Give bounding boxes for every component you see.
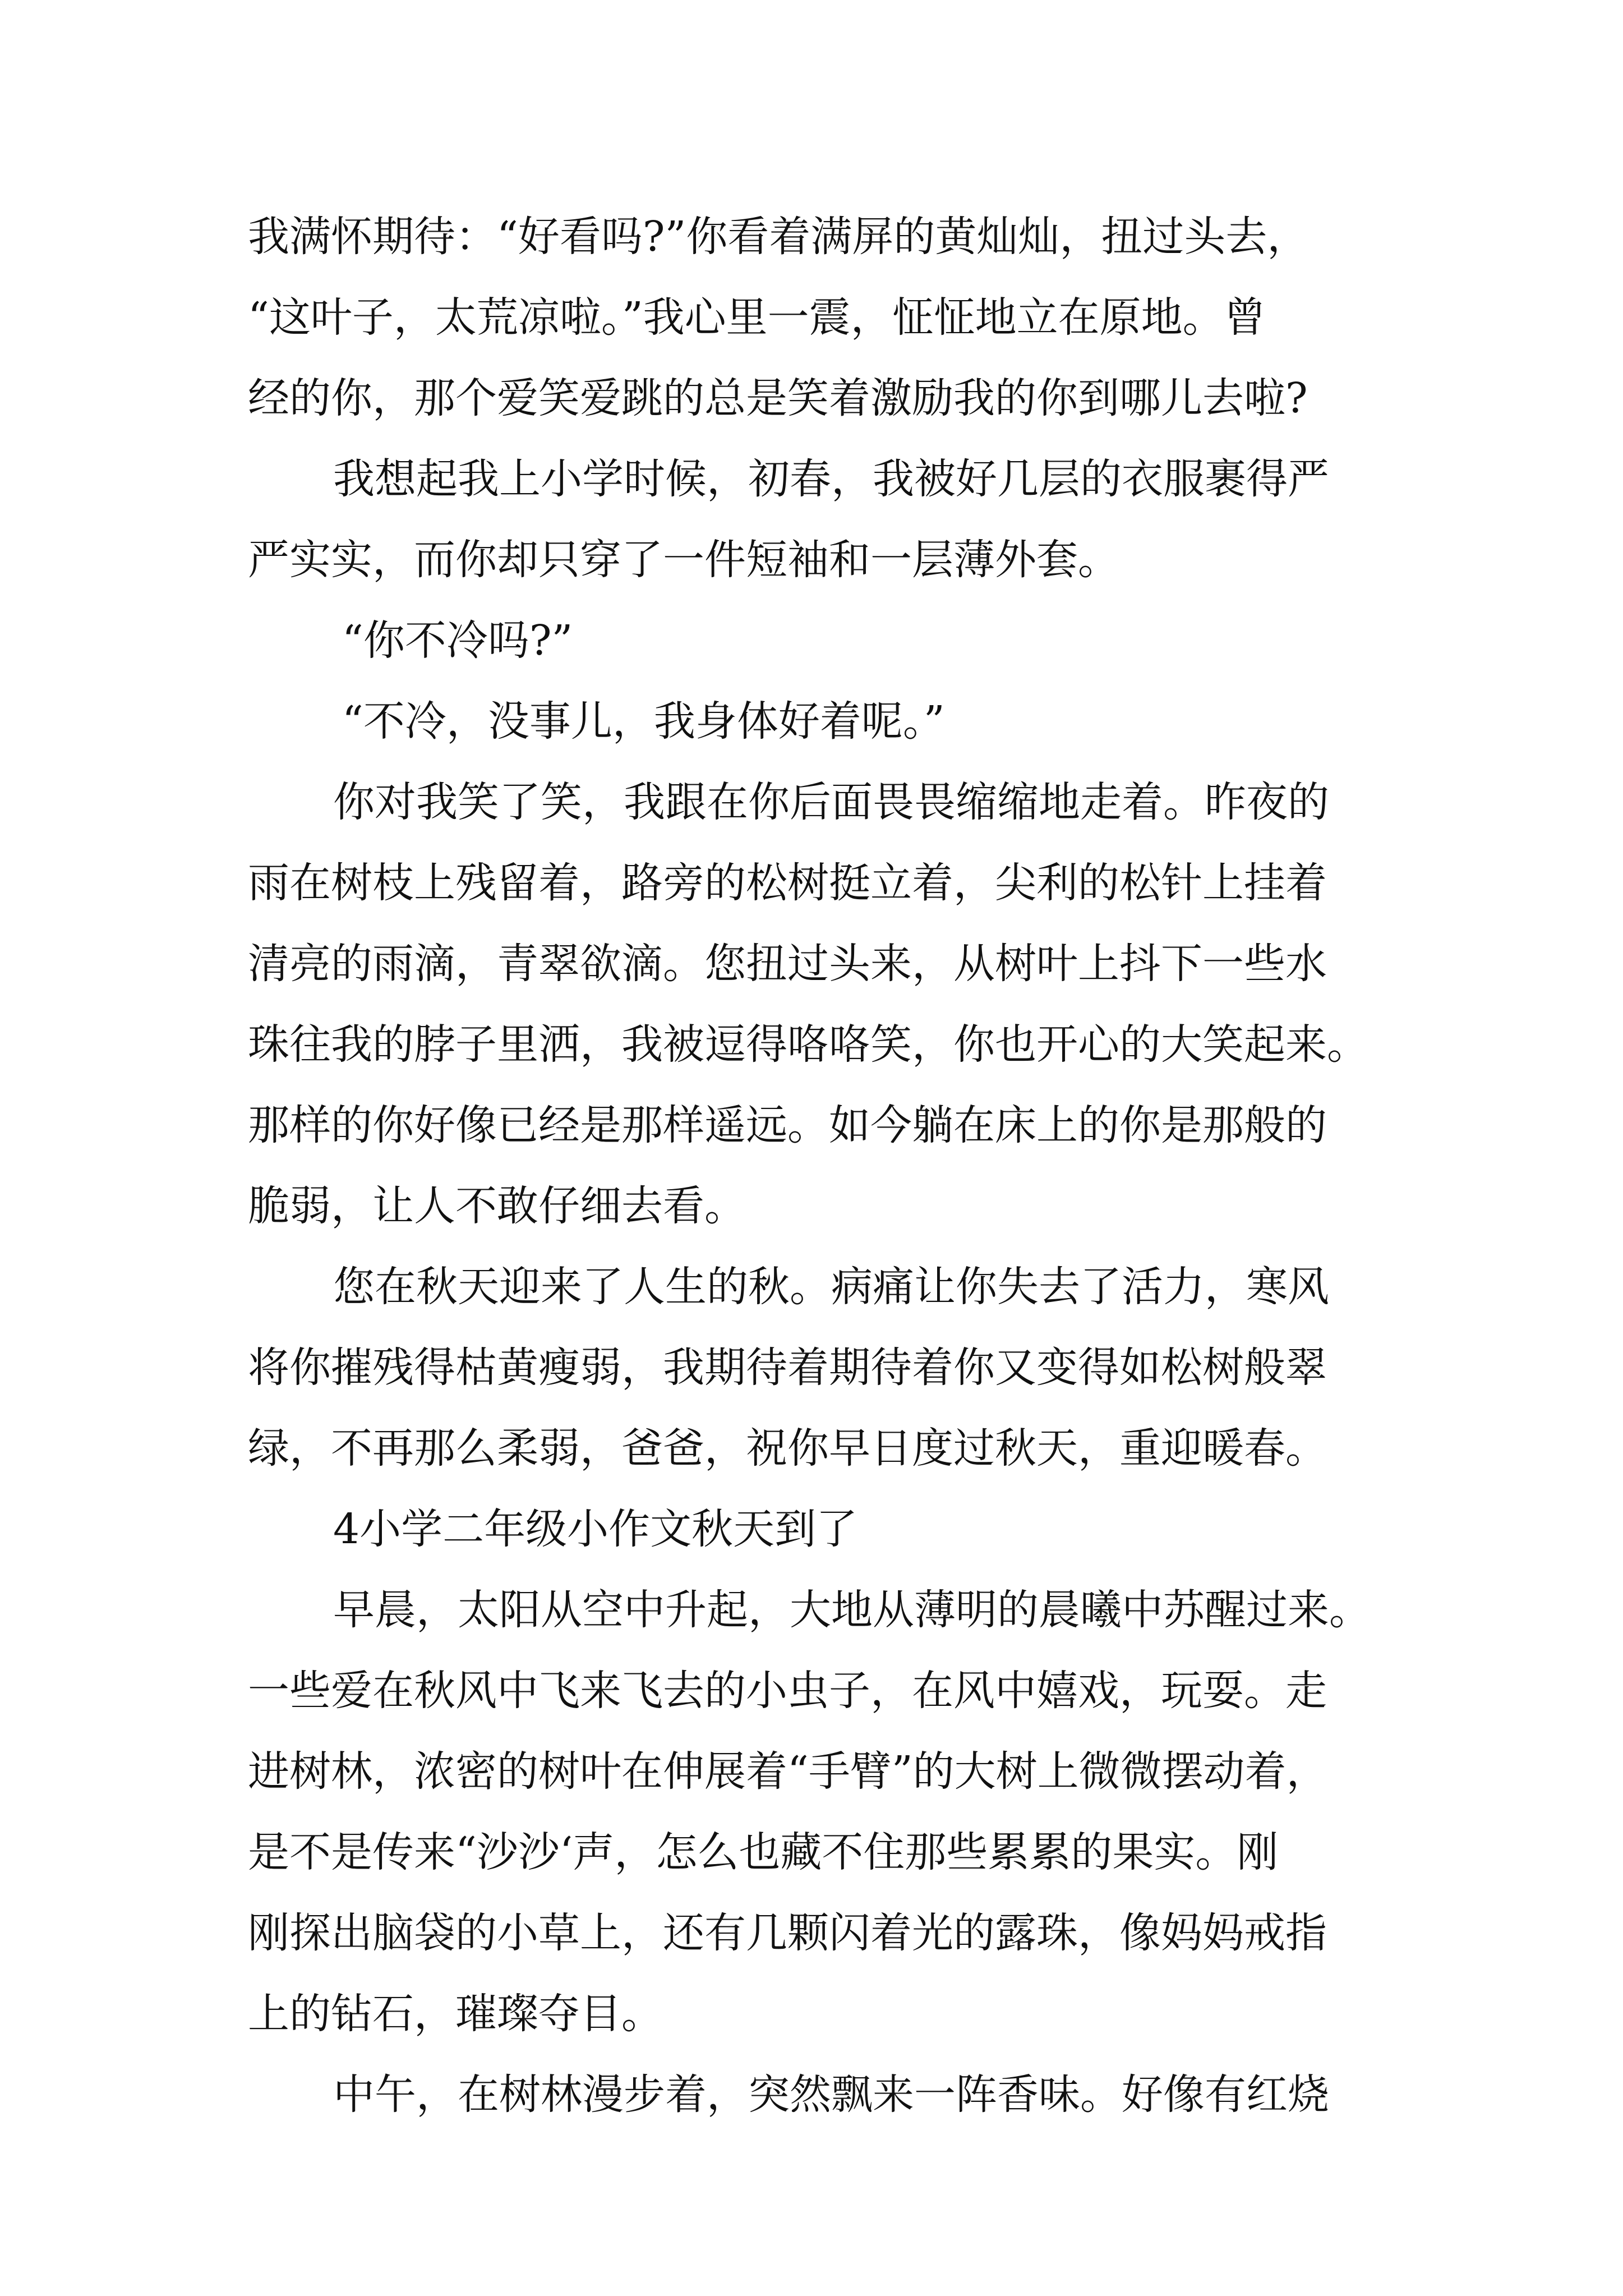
text-line: “这叶子，太荒凉啦。”我心里一震，怔怔地立在原地。曾	[248, 293, 1266, 342]
text-line: 雨在树枝上残留着，路旁的松树挺立着，尖利的松针上挂着	[248, 859, 1327, 907]
paragraph-start-line: 早晨，太阳从空中升起，大地从薄明的晨曦中苏醒过来。	[333, 1586, 1371, 1634]
text-line: 那样的你好像已经是那样遥远。如今躺在床上的你是那般的	[248, 1101, 1327, 1149]
paragraph-start-line: 中午，在树林漫步着，突然飘来一阵香味。好像有红烧	[333, 2070, 1329, 2119]
text-line: 将你摧残得枯黄瘦弱，我期待着期待着你又变得如松树般翠	[248, 1343, 1327, 1392]
text-line: 脆弱，让人不敢仔细去看。	[248, 1182, 746, 1230]
text-line: 严实实，而你却只穿了一件短袖和一层薄外套。	[248, 536, 1119, 584]
text-line: 一些爱在秋风中飞来飞去的小虫子，在风中嬉戏，玩耍。走	[248, 1667, 1327, 1715]
text-line: 上的钻石，璀璨夺目。	[248, 1990, 663, 2038]
text-line: 经的你，那个爱笑爱跳的总是笑着激励我的你到哪儿去啦?	[248, 374, 1308, 422]
dialogue-line: “不冷，没事儿，我身体好着呢。”	[342, 697, 945, 746]
text-line: 是不是传来“沙沙‘声，怎么也藏不住那些累累的果实。刚	[248, 1828, 1279, 1876]
paragraph-start-line: 你对我笑了笑，我跟在你后面畏畏缩缩地走着。昨夜的	[333, 778, 1329, 826]
text-line: 清亮的雨滴，青翠欲滴。您扭过头来，从树叶上抖下一些水	[248, 940, 1327, 988]
text-line: 进树林，浓密的树叶在伸展着“手臂”的大树上微微摆动着，	[248, 1747, 1328, 1796]
document-body	[248, 196, 1381, 2135]
text-line: 珠往我的脖子里洒，我被逗得咯咯笑，你也开心的大笑起来。	[248, 1020, 1368, 1069]
paragraph-start-line: 您在秋天迎来了人生的秋。病痛让你失去了活力，寒风	[333, 1263, 1329, 1311]
text-line: 刚探出脑袋的小草上，还有几颗闪着光的露珠，像妈妈戒指	[248, 1909, 1327, 1957]
text-line: 绿，不再那么柔弱，爸爸，祝你早日度过秋天，重迎暖春。	[248, 1424, 1327, 1473]
section-heading: 4小学二年级小作文秋天到了	[333, 1505, 858, 1553]
dialogue-line: “你不冷吗?”	[342, 616, 573, 665]
text-line: 我满怀期待：“好看吗?”你看着满屏的黄灿灿，扭过头去，	[248, 213, 1309, 261]
paragraph-start-line: 我想起我上小学时候，初春，我被好几层的衣服裹得严	[333, 455, 1329, 503]
